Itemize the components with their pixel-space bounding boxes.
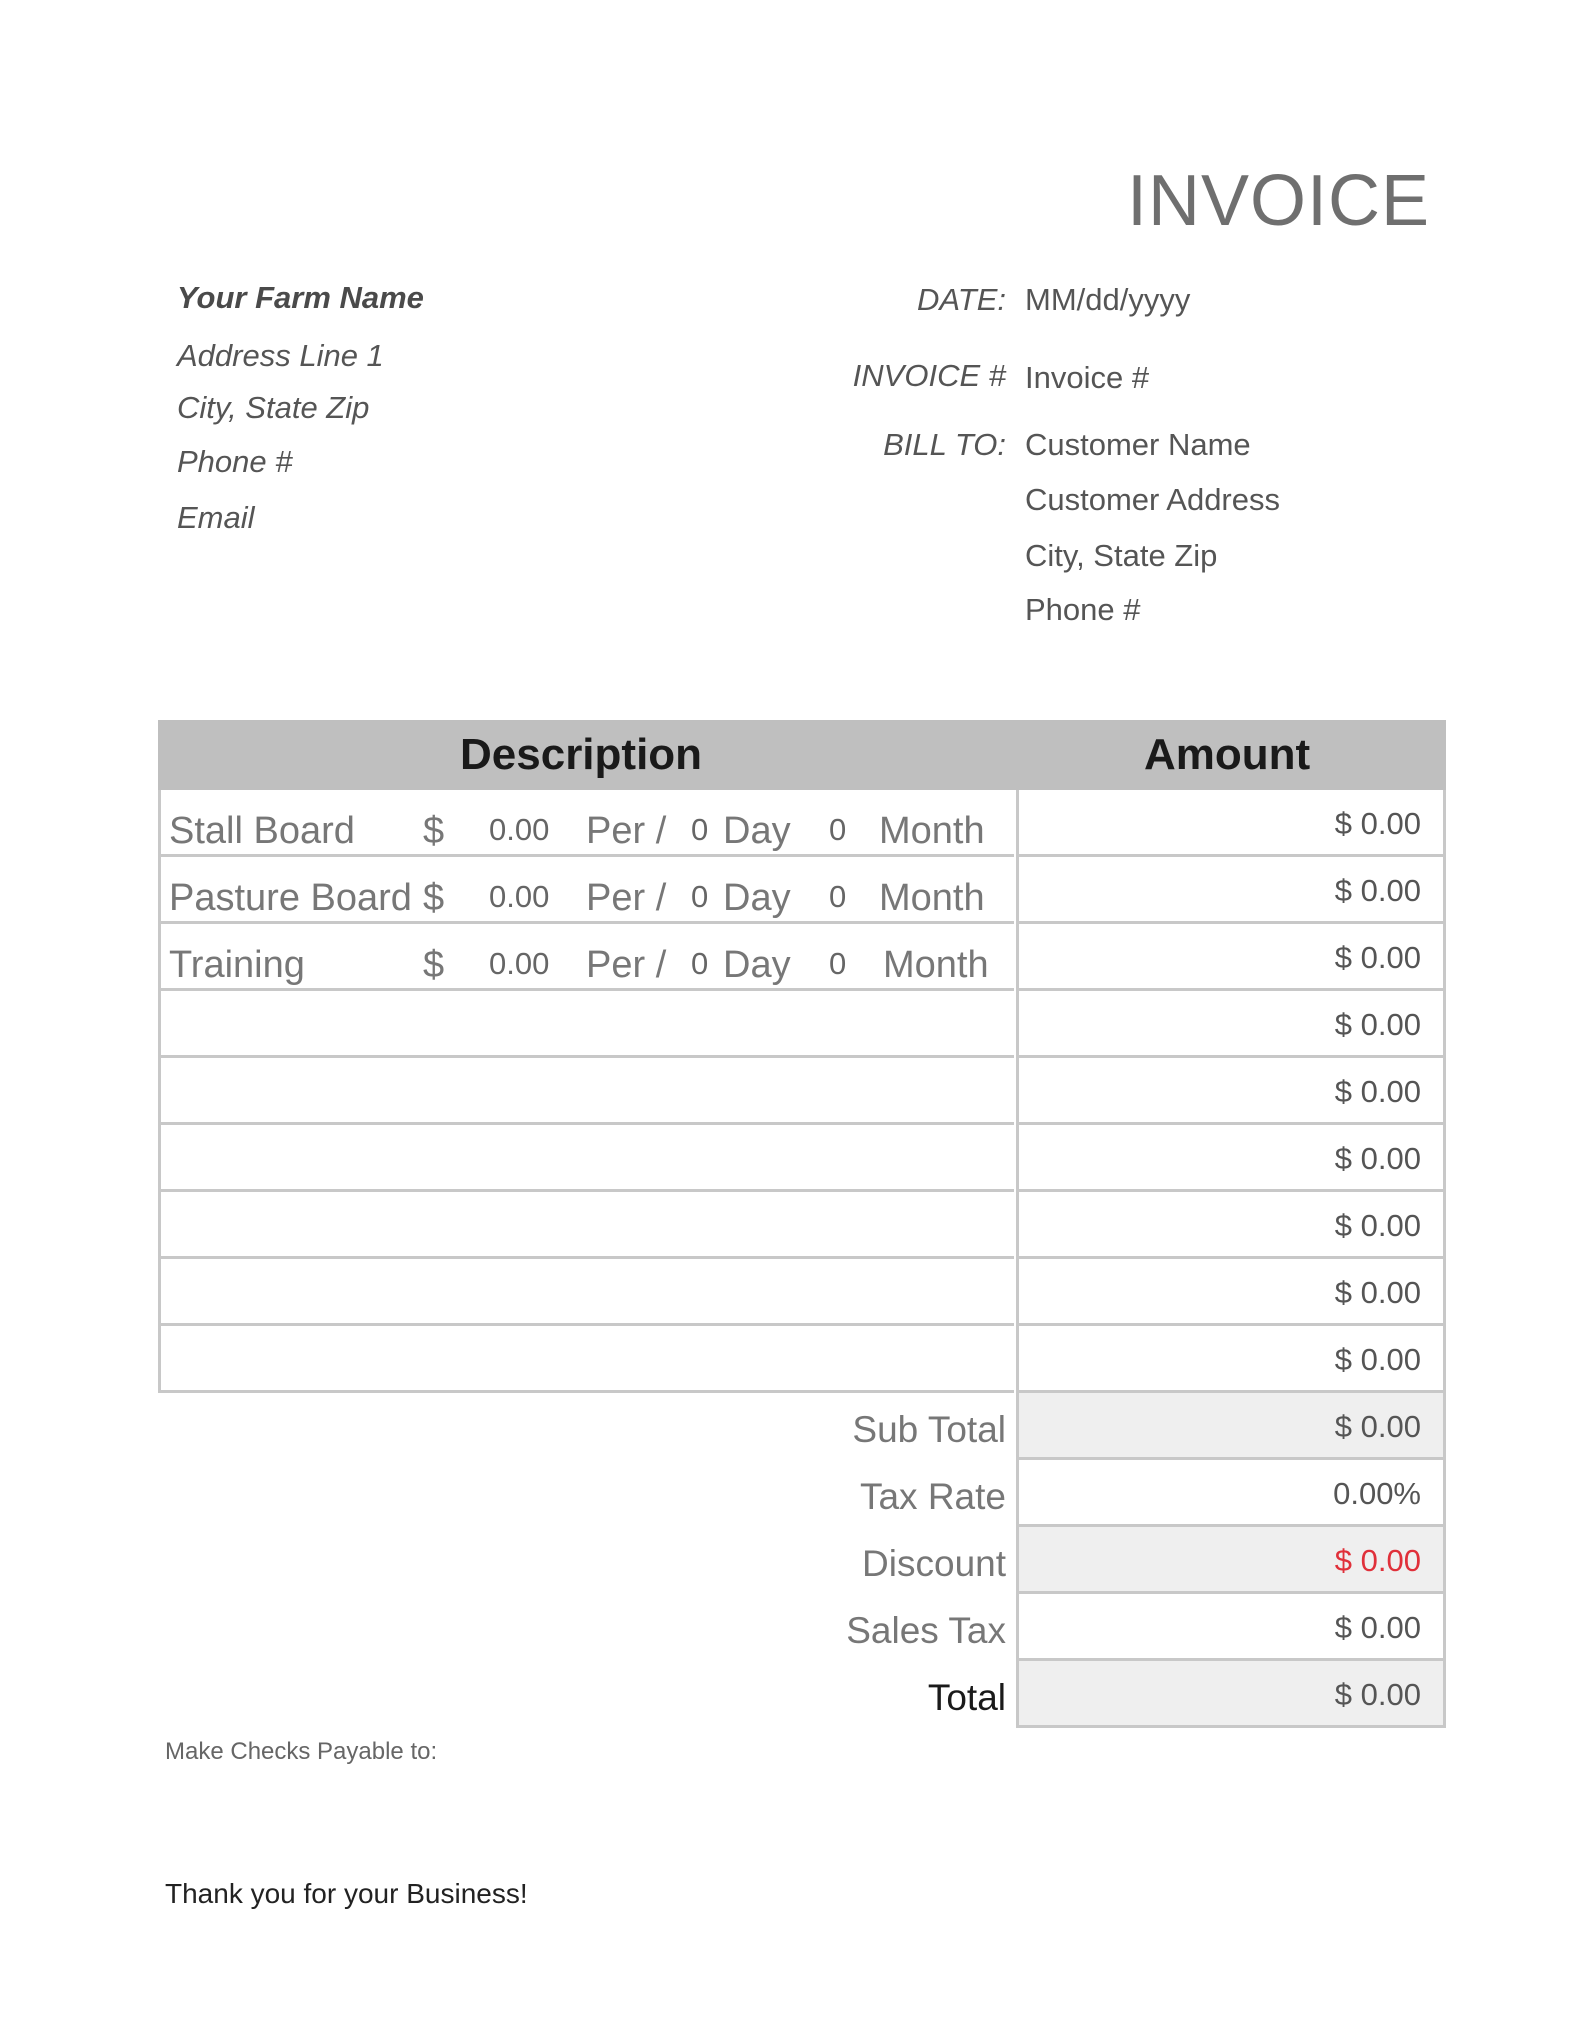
sales-tax-cell xyxy=(1016,1594,1446,1661)
item-label: Training xyxy=(169,944,305,986)
discount-value[interactable]: $ 0.00 xyxy=(1334,1543,1421,1578)
table-row xyxy=(158,1326,1446,1393)
farm-address: Address Line 1 xyxy=(177,338,384,373)
table-row xyxy=(158,924,1446,991)
amount-value: $ 0.00 xyxy=(1334,806,1421,841)
currency-symbol: $ xyxy=(423,944,445,986)
amount-value: $ 0.00 xyxy=(1334,1007,1421,1042)
month-label: Month xyxy=(879,877,985,919)
sales-tax-value: $ 0.00 xyxy=(1334,1610,1421,1645)
discount-cell[interactable] xyxy=(1016,1527,1446,1594)
rate-value[interactable]: 0.00 xyxy=(489,946,550,981)
amount-cell xyxy=(1016,1192,1446,1259)
customer-phone[interactable]: Phone # xyxy=(1025,592,1141,627)
sales-tax-label: Sales Tax xyxy=(846,1610,1006,1651)
table-row xyxy=(158,857,1446,924)
months-value[interactable]: 0 xyxy=(829,946,847,981)
description-cell[interactable] xyxy=(158,1326,1014,1393)
table-header xyxy=(158,720,1446,790)
table-row xyxy=(158,1125,1446,1192)
subtotal-row xyxy=(158,1393,1446,1460)
item-label: Pasture Board xyxy=(169,877,412,919)
amount-header: Amount xyxy=(1144,730,1311,779)
total-row xyxy=(158,1661,1446,1728)
farm-phone: Phone # xyxy=(177,444,293,479)
farm-name: Your Farm Name xyxy=(177,280,424,315)
description-cell[interactable] xyxy=(158,1192,1014,1259)
subtotal-value: $ 0.00 xyxy=(1334,1409,1421,1444)
description-cell[interactable] xyxy=(158,1259,1014,1326)
customer-address[interactable]: Customer Address xyxy=(1025,482,1280,517)
table-row xyxy=(158,1192,1446,1259)
table-row xyxy=(158,1259,1446,1326)
months-value[interactable]: 0 xyxy=(829,879,847,914)
discount-label: Discount xyxy=(862,1543,1006,1584)
amount-value: $ 0.00 xyxy=(1334,1074,1421,1109)
discount-row xyxy=(158,1527,1446,1594)
description-cell[interactable] xyxy=(158,924,1014,991)
day-label: Day xyxy=(723,877,791,919)
amount-value: $ 0.00 xyxy=(1334,1208,1421,1243)
amount-cell xyxy=(1016,1259,1446,1326)
description-cell[interactable] xyxy=(158,857,1014,924)
total-label: Total xyxy=(927,1677,1006,1718)
description-cell[interactable] xyxy=(158,991,1014,1058)
amount-cell xyxy=(1016,790,1446,857)
invoice-number-value[interactable]: Invoice # xyxy=(1025,360,1150,395)
customer-name[interactable]: Customer Name xyxy=(1025,427,1251,462)
amount-cell xyxy=(1016,1326,1446,1393)
tax-rate-value[interactable]: 0.00% xyxy=(1333,1476,1421,1511)
table-row xyxy=(158,991,1446,1058)
item-label: Stall Board xyxy=(169,810,355,852)
amount-cell xyxy=(1016,1125,1446,1192)
amount-cell xyxy=(1016,1058,1446,1125)
tax-rate-row xyxy=(158,1460,1446,1527)
month-label: Month xyxy=(879,810,985,852)
day-label: Day xyxy=(723,944,791,986)
rate-value[interactable]: 0.00 xyxy=(489,879,550,914)
amount-value: $ 0.00 xyxy=(1334,1342,1421,1377)
farm-city: City, State Zip xyxy=(177,390,370,425)
amount-value: $ 0.00 xyxy=(1334,1141,1421,1176)
thank-you-note: Thank you for your Business! xyxy=(165,1878,528,1909)
invoice-number-label: INVOICE # xyxy=(852,358,1006,393)
description-cell[interactable] xyxy=(158,1058,1014,1125)
day-label: Day xyxy=(723,810,791,852)
currency-symbol: $ xyxy=(423,810,445,852)
currency-symbol: $ xyxy=(423,877,445,919)
make-checks-payable: Make Checks Payable to: xyxy=(165,1738,438,1765)
total-value: $ 0.00 xyxy=(1334,1677,1421,1712)
sales-tax-row xyxy=(158,1594,1446,1661)
farm-email: Email xyxy=(177,500,255,535)
months-value[interactable]: 0 xyxy=(829,812,847,847)
amount-value: $ 0.00 xyxy=(1334,1275,1421,1310)
tax-rate-label: Tax Rate xyxy=(859,1476,1006,1517)
amount-cell xyxy=(1016,991,1446,1058)
subtotal-cell xyxy=(1016,1393,1446,1460)
per-label: Per / xyxy=(586,944,667,986)
total-cell xyxy=(1016,1661,1446,1728)
per-label: Per / xyxy=(586,810,667,852)
per-label: Per / xyxy=(586,877,667,919)
amount-value: $ 0.00 xyxy=(1334,940,1421,975)
days-value[interactable]: 0 xyxy=(691,946,709,981)
invoice-title: INVOICE xyxy=(1126,161,1430,241)
rate-value[interactable]: 0.00 xyxy=(489,812,550,847)
date-label: DATE: xyxy=(917,282,1006,317)
table-row xyxy=(158,1058,1446,1125)
description-cell[interactable] xyxy=(158,790,1014,857)
customer-city[interactable]: City, State Zip xyxy=(1025,538,1218,573)
amount-cell xyxy=(1016,857,1446,924)
description-cell[interactable] xyxy=(158,1125,1014,1192)
date-value[interactable]: MM/dd/yyyy xyxy=(1025,282,1191,317)
bill-to-label: BILL TO: xyxy=(883,427,1006,462)
table-row xyxy=(158,790,1446,857)
subtotal-label: Sub Total xyxy=(852,1409,1006,1450)
month-label: Month xyxy=(883,944,989,986)
days-value[interactable]: 0 xyxy=(691,812,709,847)
days-value[interactable]: 0 xyxy=(691,879,709,914)
amount-value: $ 0.00 xyxy=(1334,873,1421,908)
tax-rate-cell[interactable] xyxy=(1016,1460,1446,1527)
description-header: Description xyxy=(460,730,703,779)
amount-cell xyxy=(1016,924,1446,991)
